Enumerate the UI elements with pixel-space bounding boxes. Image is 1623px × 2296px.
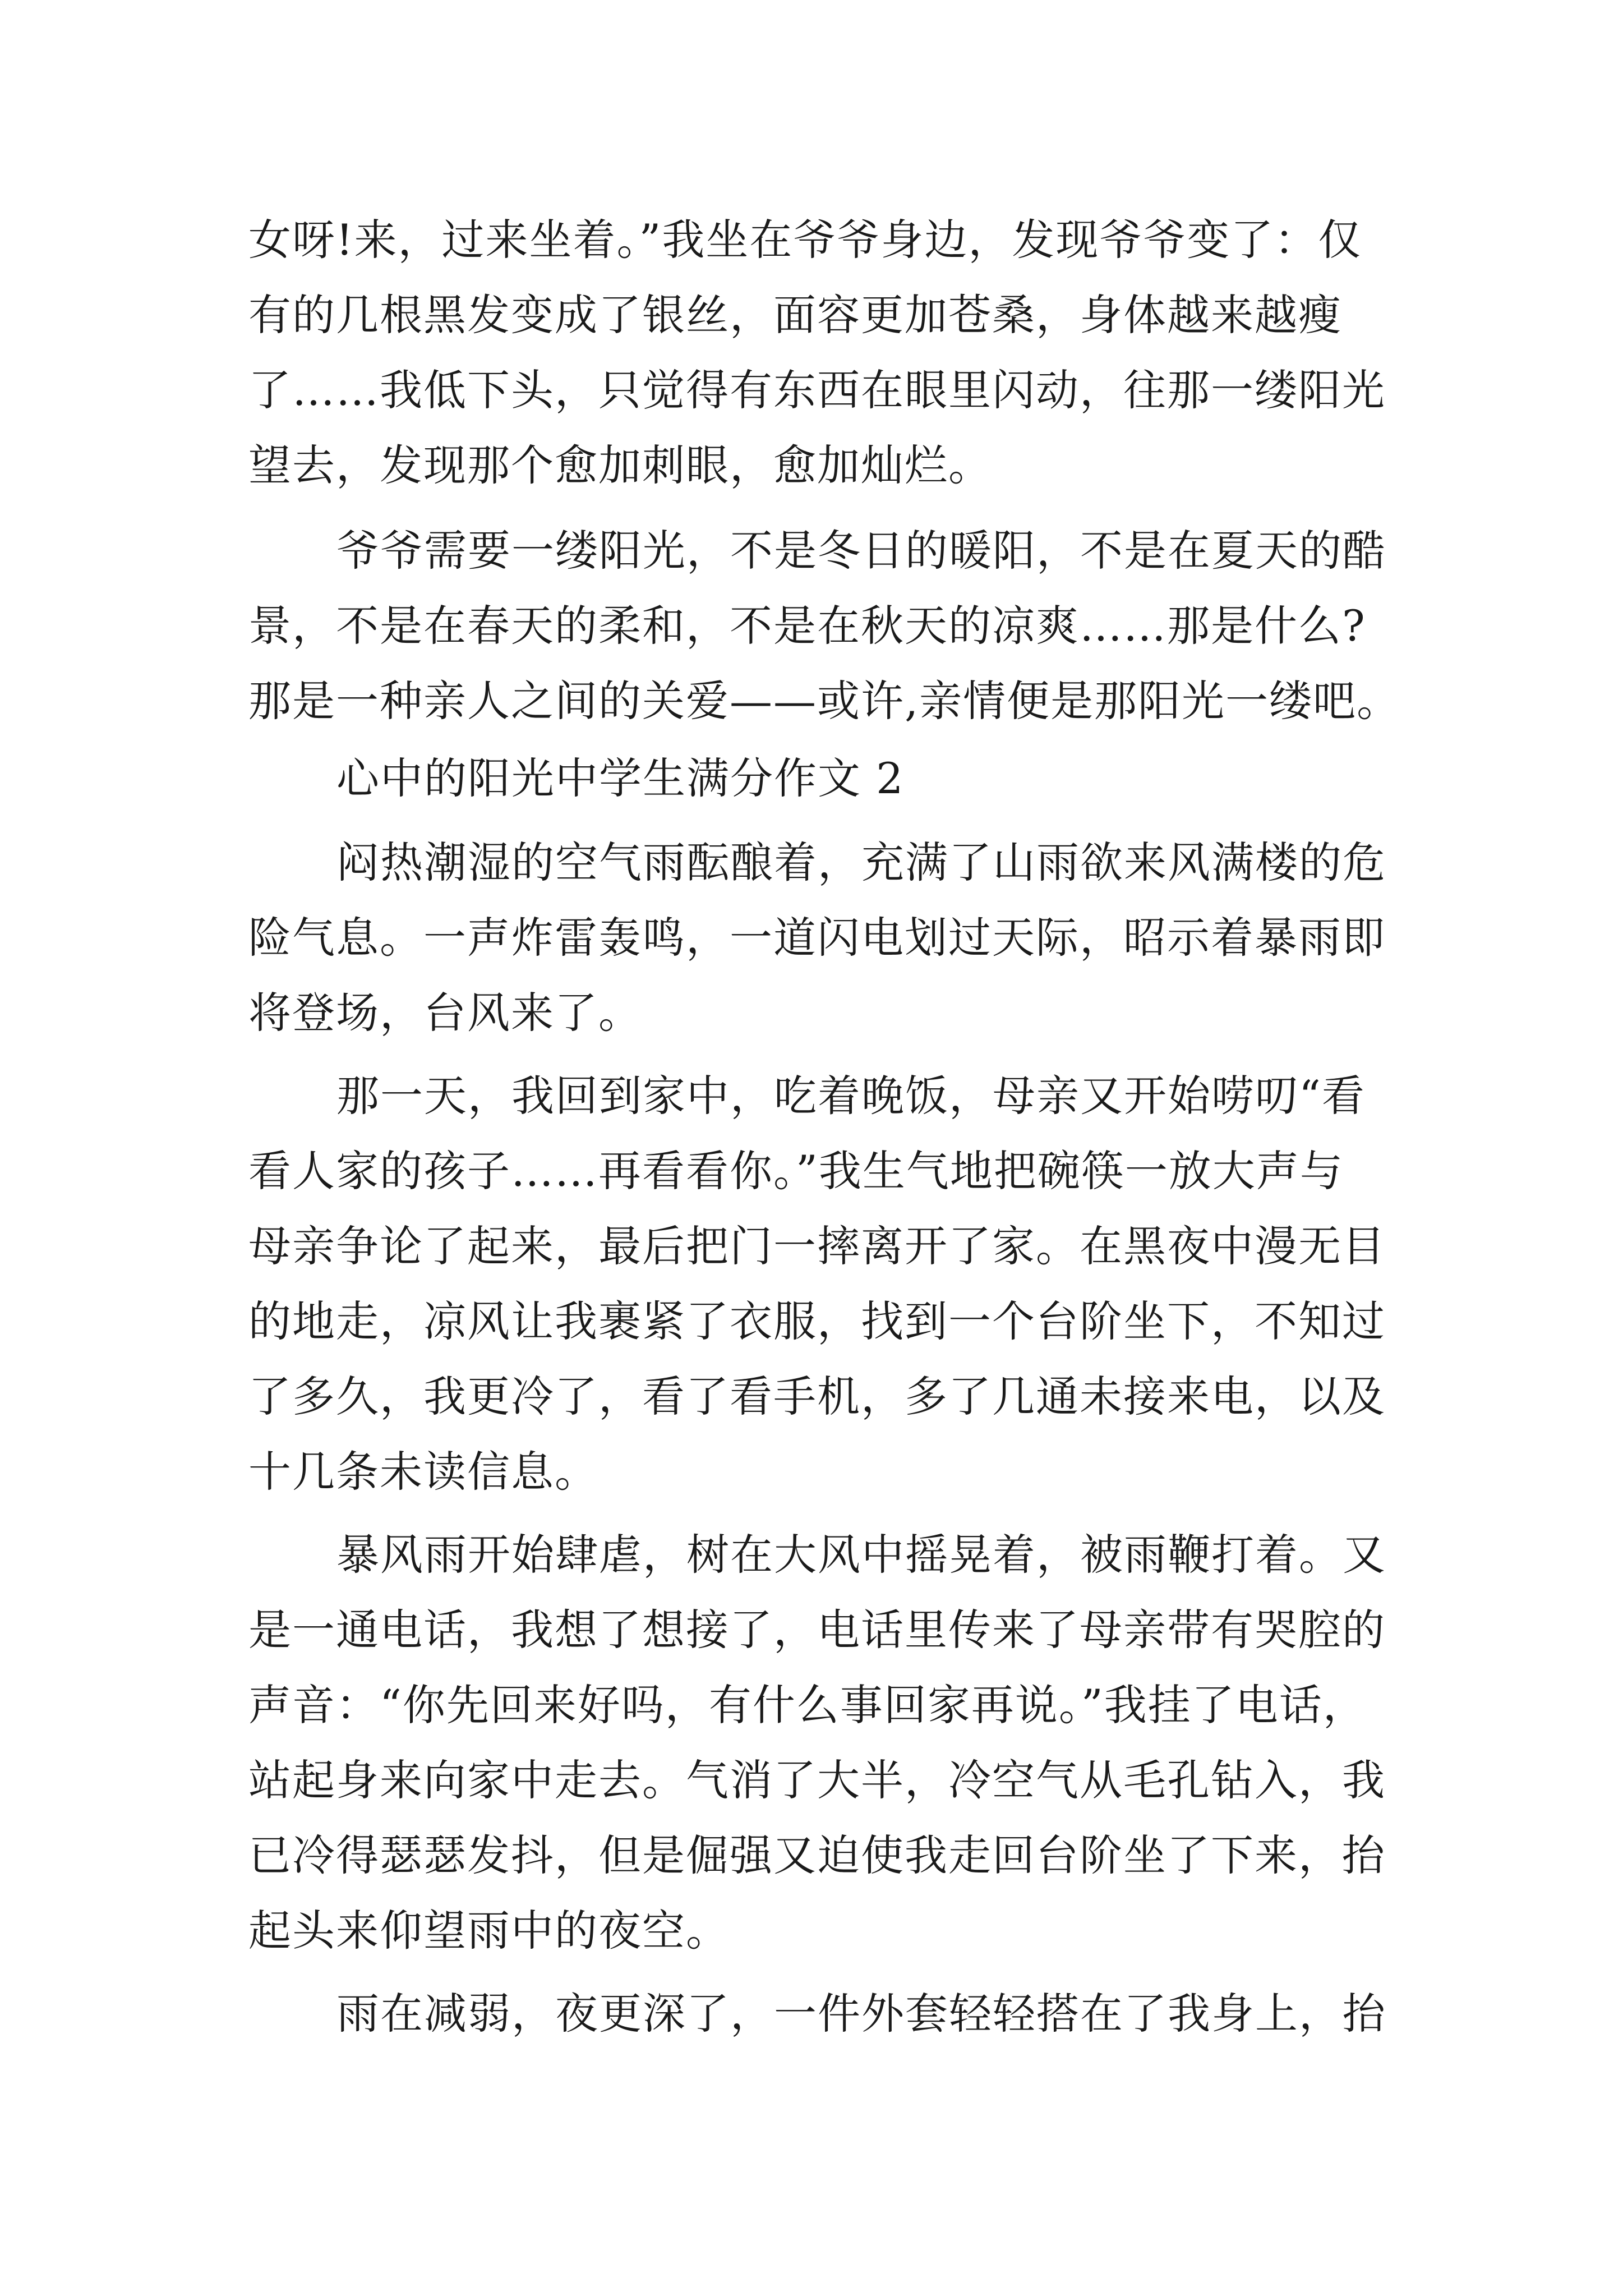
text-line: 起头来仰望雨中的夜空。 [248, 1906, 730, 1955]
text-line: 已冷得瑟瑟发抖，但是倔强又迫使我走回台阶坐了下来，抬 [248, 1830, 1386, 1880]
text-line: 暴风雨开始肆虐，树在大风中摇晃着，被雨鞭打着。又 [336, 1530, 1386, 1580]
text-line: 看人家的孩子……再看看你。”我生气地把碗筷一放大声与 [248, 1146, 1344, 1196]
text-line: 十几条未读信息。 [248, 1447, 598, 1497]
text-line: 将登场，台风来了。 [248, 988, 642, 1038]
text-line: 有的几根黑发变成了银丝，面容更加苍桑，身体越来越瘦 [248, 290, 1342, 340]
text-line: 那是一种亲人之间的关爱——或许,亲情便是那阳光一缕吧。 [248, 676, 1401, 726]
text-line: 的地走，凉风让我裹紧了衣服，找到一个台阶坐下，不知过 [248, 1296, 1386, 1346]
text-line: 闷热潮湿的空气雨酝酿着，充满了山雨欲来风满楼的危 [336, 838, 1386, 887]
text-line: 了……我低下头，只觉得有东西在眼里闪动，往那一缕阳光 [248, 365, 1386, 415]
text-line: 爷爷需要一缕阳光，不是冬日的暖阳，不是在夏天的酷 [336, 526, 1386, 576]
text-line: 声音：“你先回来好吗，有什么事回家再说。”我挂了电话， [248, 1680, 1367, 1730]
text-line: 站起身来向家中走去。气消了大半，冷空气从毛孔钻入，我 [248, 1755, 1386, 1805]
text-line: 女呀!来，过来坐着。”我坐在爷爷身边，发现爷爷变了：仅 [248, 215, 1362, 265]
section-title: 心中的阳光中学生满分作文 2 [336, 753, 905, 803]
text-line: 景，不是在春天的柔和，不是在秋天的凉爽……那是什么? [248, 601, 1366, 651]
text-line: 望去，发现那个愈加刺眼，愈加灿烂。 [248, 440, 992, 490]
text-line: 母亲争论了起来，最后把门一摔离开了家。在黑夜中漫无目 [248, 1221, 1386, 1271]
text-line: 了多久，我更冷了，看了看手机，多了几通未接来电，以及 [248, 1372, 1386, 1421]
text-line: 雨在减弱，夜更深了，一件外套轻轻搭在了我身上，抬 [336, 1989, 1386, 2039]
text-line: 是一通电话，我想了想接了，电话里传来了母亲带有哭腔的 [248, 1605, 1386, 1655]
text-line: 险气息。一声炸雷轰鸣，一道闪电划过天际，昭示着暴雨即 [248, 913, 1386, 963]
text-line: 那一天，我回到家中，吃着晚饭，母亲又开始唠叨“看 [336, 1071, 1366, 1121]
